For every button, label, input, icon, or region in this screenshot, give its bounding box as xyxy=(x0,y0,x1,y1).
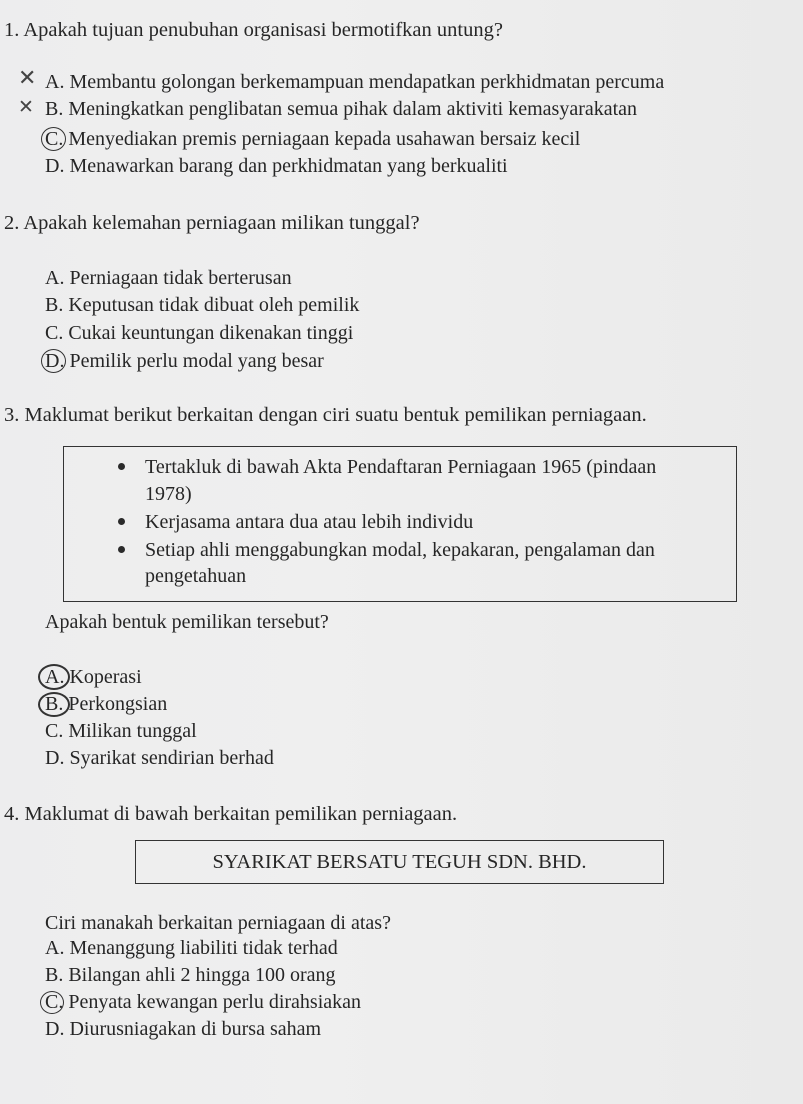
q2-stem: 2. Apakah kelemahan perniagaan milikan tunggal? xyxy=(4,212,420,234)
q1-option-b[interactable]: B. Meningkatkan penglibatan semua pihak dalam aktiviti kemasyarakatan xyxy=(45,98,638,120)
info-line: 1978) xyxy=(145,483,192,505)
info-line: Kerjasama antara dua atau lebih individu xyxy=(145,511,474,533)
q4-question: Ciri manakah berkaitan perniagaan di atas? xyxy=(45,912,391,934)
q1-option-c[interactable]: C. Menyediakan premis perniagaan kepada usahawan bersaiz kecil xyxy=(45,128,581,150)
bullet-icon xyxy=(118,463,125,470)
q1-option-a[interactable]: A. Membantu golongan berkemampuan mendapatkan perkhidmatan percuma xyxy=(45,71,665,93)
cross-mark-icon: ✕ xyxy=(18,66,37,91)
bullet-icon xyxy=(118,518,125,525)
q3-option-d[interactable]: D. Syarikat sendirian berhad xyxy=(45,747,274,769)
q3-option-c[interactable]: C. Milikan tunggal xyxy=(45,720,197,742)
bullet-icon xyxy=(118,546,125,553)
q2-option-c[interactable]: C. Cukai keuntungan dikenakan tinggi xyxy=(45,322,354,344)
cross-mark-icon: ✕ xyxy=(18,96,34,118)
company-name: SYARIKAT BERSATU TEGUH SDN. BHD. xyxy=(212,851,587,873)
info-line: Tertakluk di bawah Akta Pendaftaran Perniagaan 1965 (pindaan xyxy=(145,456,657,478)
q4-option-b[interactable]: B. Bilangan ahli 2 hingga 100 orang xyxy=(45,964,336,986)
q2-option-a[interactable]: A. Perniagaan tidak berterusan xyxy=(45,267,292,289)
q3-question: Apakah bentuk pemilikan tersebut? xyxy=(45,611,329,633)
q2-option-b[interactable]: B. Keputusan tidak dibuat oleh pemilik xyxy=(45,294,360,316)
q2-option-d[interactable]: D. Pemilik perlu modal yang besar xyxy=(45,350,324,372)
q4-option-a[interactable]: A. Menanggung liabiliti tidak terhad xyxy=(45,937,338,959)
q4-option-d[interactable]: D. Diurusniagakan di bursa saham xyxy=(45,1018,322,1040)
q4-stem: 4. Maklumat di bawah berkaitan pemilikan perniagaan. xyxy=(4,803,458,825)
q1-stem: 1. Apakah tujuan penubuhan organisasi bermotifkan untung? xyxy=(4,19,503,41)
info-line: Setiap ahli menggabungkan modal, kepakaran, pengalaman dan xyxy=(145,539,655,561)
q3-option-b[interactable]: B. Perkongsian xyxy=(45,693,168,715)
q3-option-a[interactable]: A. Koperasi xyxy=(45,666,142,688)
q4-option-c[interactable]: C. Penyata kewangan perlu dirahsiakan xyxy=(45,991,362,1013)
q1-option-d[interactable]: D. Menawarkan barang dan perkhidmatan yang berkualiti xyxy=(45,155,508,177)
q3-stem: 3. Maklumat berikut berkaitan dengan ciri suatu bentuk pemilikan perniagaan. xyxy=(4,404,647,426)
info-line: pengetahuan xyxy=(145,565,247,587)
